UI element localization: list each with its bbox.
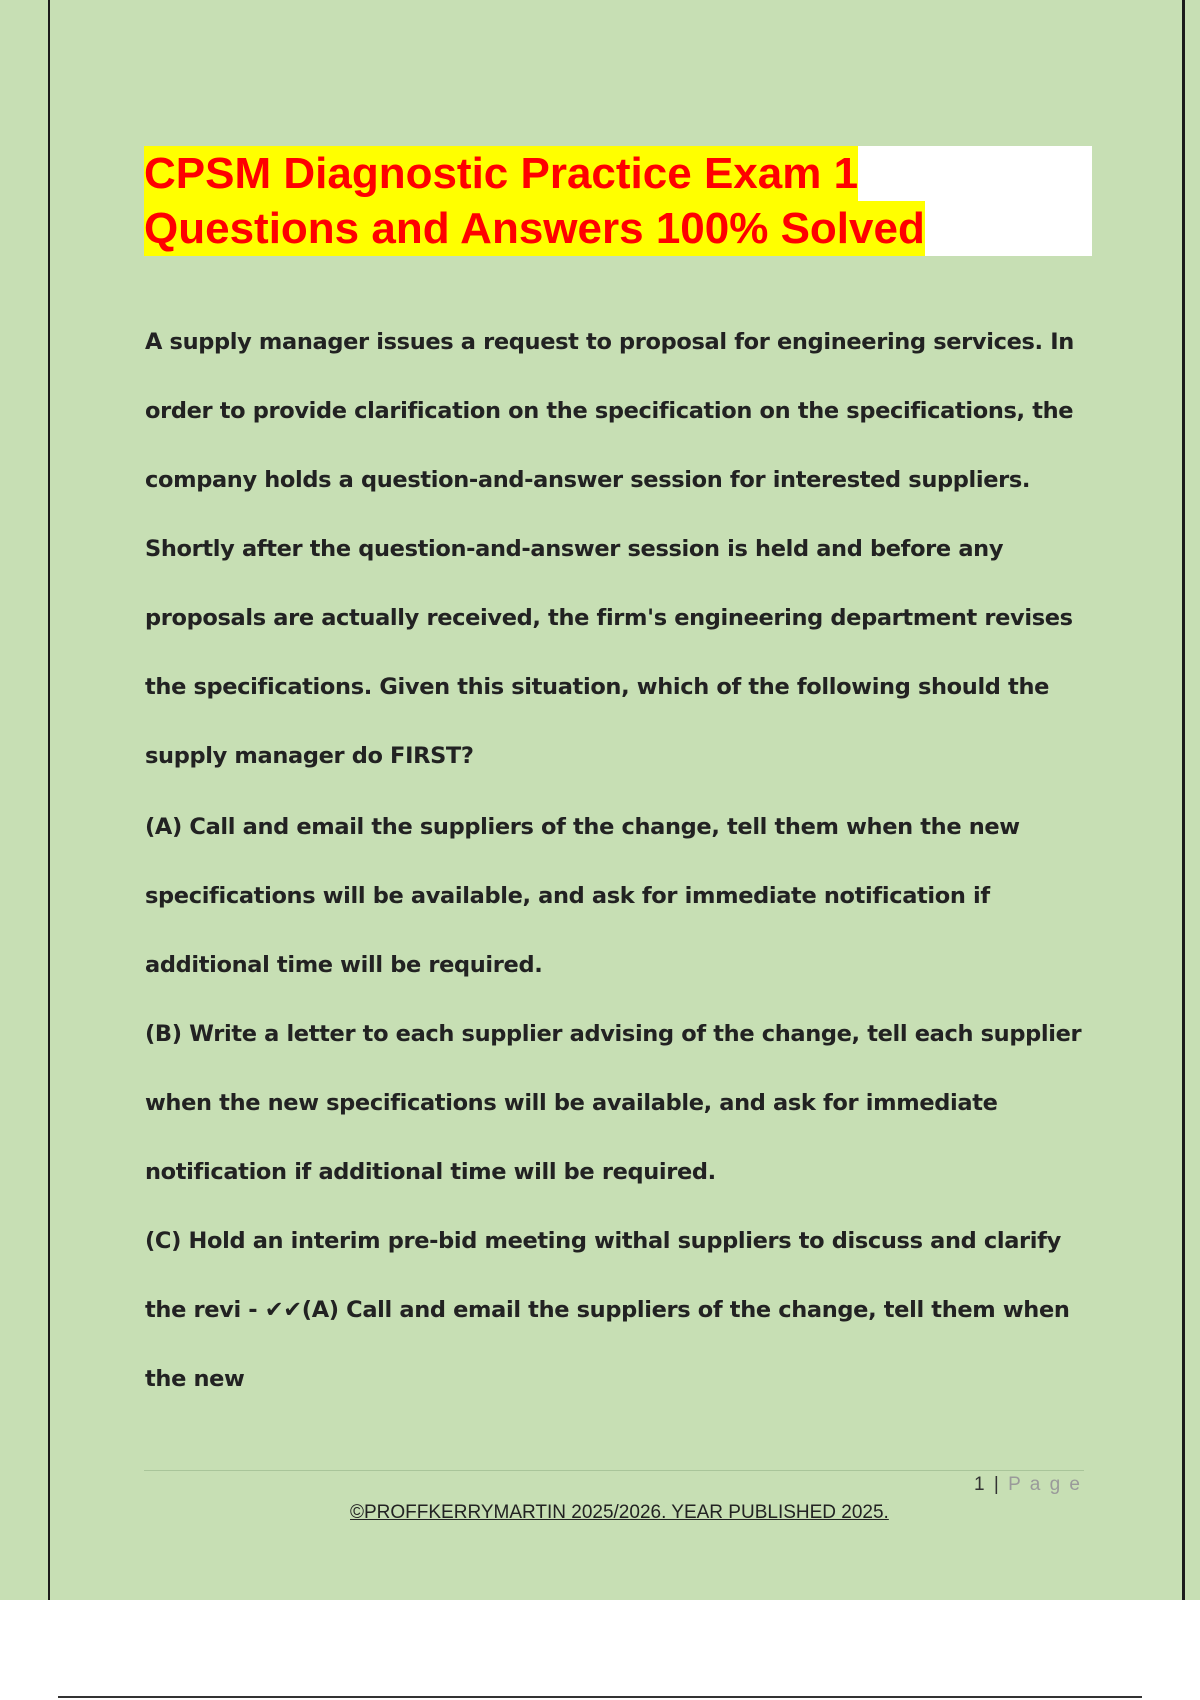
option-c: (C) Hold an interim pre-bid meeting withal suppliers to discuss and clarify the revi - ✔✔(A) Call and email the suppliers of the change, tell them when the new xyxy=(145,1228,1070,1392)
title-line-1: CPSM Diagnostic Practice Exam 1 xyxy=(144,146,858,201)
page-number-value: 1 xyxy=(974,1474,987,1495)
page-label: P a g e xyxy=(1008,1474,1082,1495)
option-b: (B) Write a letter to each supplier advising of the change, tell each supplier when the new specifications will be available, and ask for immediate notification if additional time will be required. xyxy=(145,1021,1082,1185)
document-title xyxy=(144,146,925,256)
answer-options xyxy=(145,793,1085,1414)
page-number xyxy=(974,1474,1082,1496)
left-margin-rule xyxy=(48,0,50,1600)
option-a: (A) Call and email the suppliers of the change, tell them when the new specifications will be available, and ask for immediate notification if additional time will be required. xyxy=(145,814,1020,978)
right-margin-rule xyxy=(1182,0,1185,1600)
footer-rule xyxy=(144,1470,1084,1471)
copyright-notice: ©PROFFKERRYMARTIN 2025/2026. YEAR PUBLISHED 2025. xyxy=(350,1502,889,1523)
bottom-rule xyxy=(58,1696,1142,1698)
title-line-2: Questions and Answers 100% Solved xyxy=(144,201,925,256)
page-number-separator: | xyxy=(986,1474,1009,1495)
question-text: A supply manager issues a request to proposal for engineering services. In order to provide clarification on the specification on the specifications, the company holds a question-and-answer session for interested suppliers. Shortly after the question-and-answer session is held and before any proposals are actually received, the firm's engineering department revises the specifications. Given this situation, which of the following should the supply manager do FIRST? xyxy=(145,329,1074,769)
